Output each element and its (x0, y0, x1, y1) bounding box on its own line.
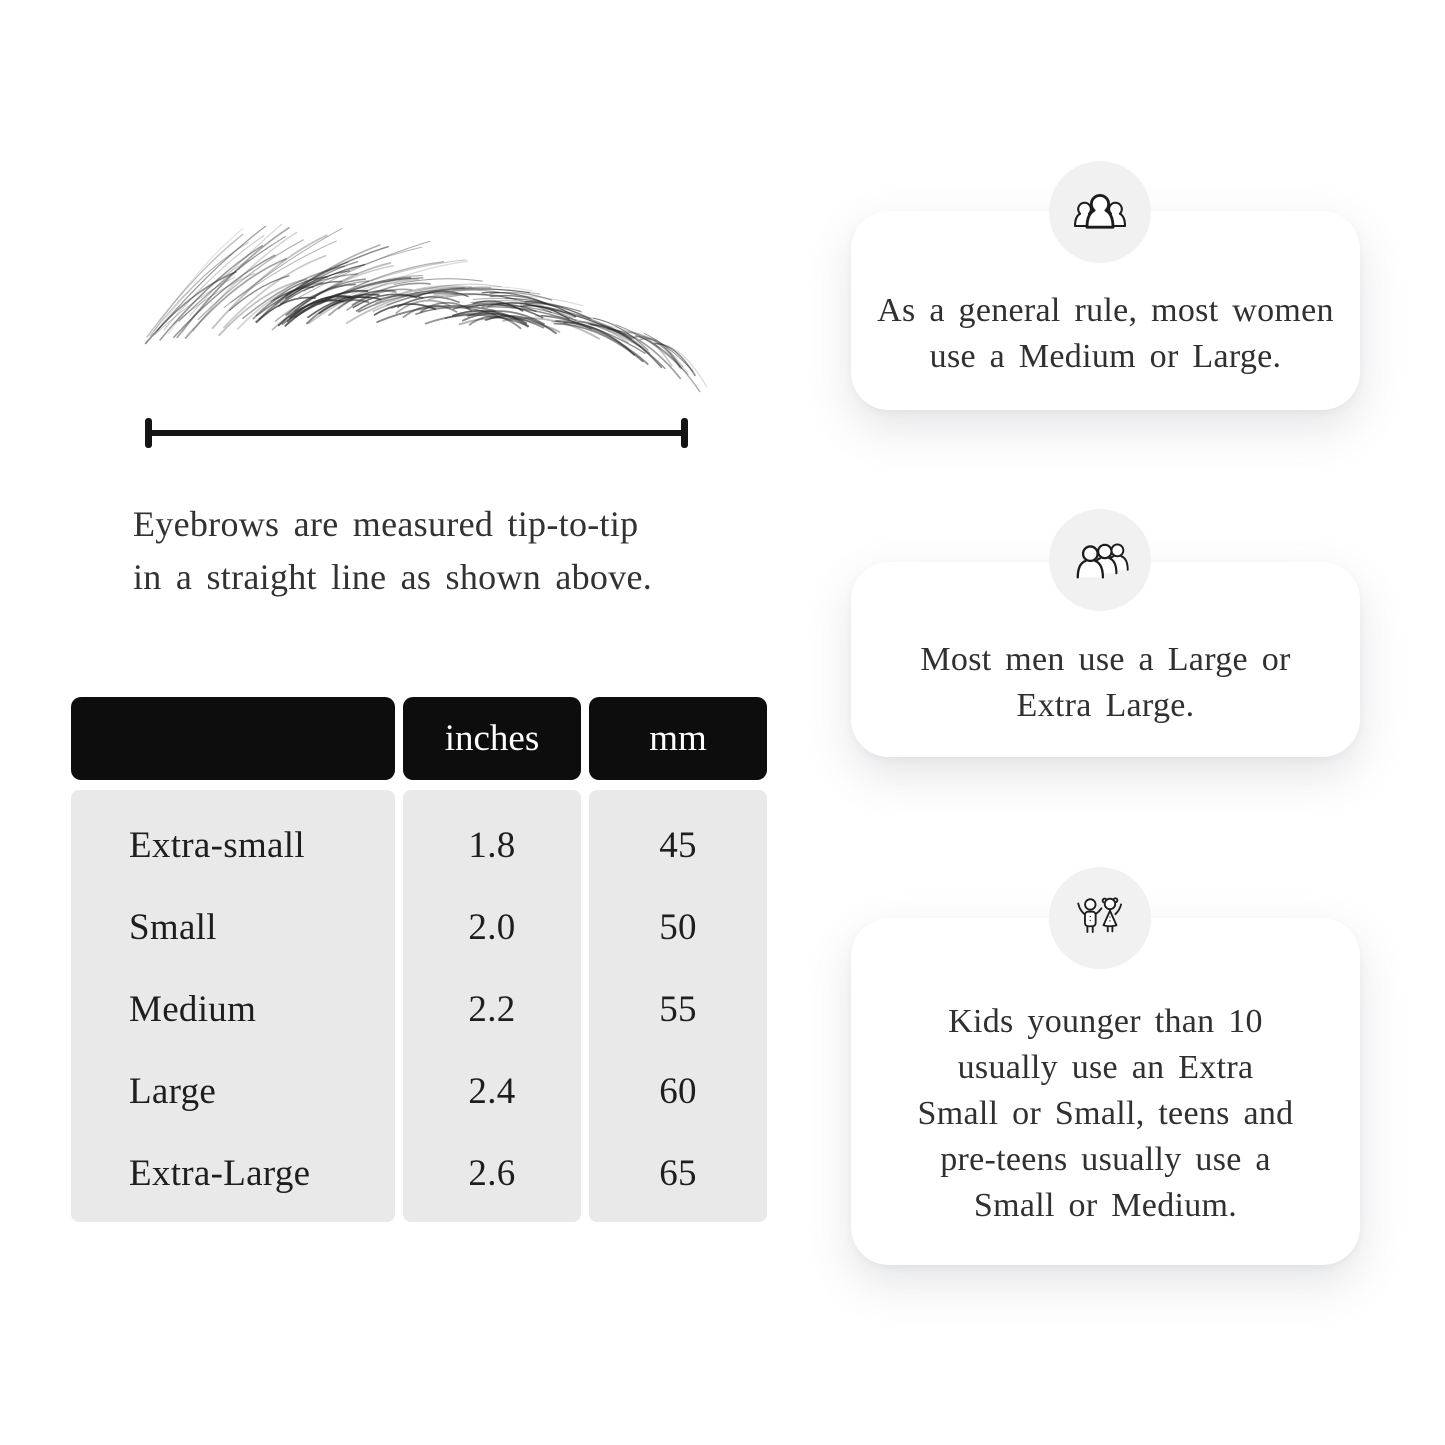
measurement-caption (133, 498, 652, 604)
size-label: Large (129, 1070, 217, 1112)
measurement-bar (152, 430, 681, 436)
inches-value: 2.2 (468, 988, 516, 1030)
card-text-line: As a general rule, most women (877, 291, 1334, 329)
eyebrow-sketch-svg (103, 224, 723, 439)
inches-value: 2.6 (468, 1152, 516, 1194)
eyebrow-illustration (103, 224, 723, 439)
size-table (71, 697, 771, 1222)
caption-line-1: Eyebrows are measured tip-to-tip (133, 504, 639, 544)
kids-icon (1049, 867, 1151, 969)
card-text-line: Most men use a Large or (920, 640, 1291, 678)
kids-info-card (851, 918, 1360, 1265)
card-text-line: Small or Small, teens and (917, 1094, 1294, 1132)
inches-column (403, 790, 581, 1222)
size-label-column (71, 790, 395, 1222)
men-group-icon (1049, 509, 1151, 611)
mm-column (589, 790, 767, 1222)
size-label: Small (129, 906, 217, 948)
header-cell-size (71, 697, 395, 780)
mm-value: 50 (659, 906, 697, 948)
inches-value: 1.8 (468, 824, 516, 866)
card-text-line: Kids younger than 10 (948, 1002, 1263, 1040)
card-text-line: usually use an Extra (957, 1048, 1254, 1086)
card-text-line: Small or Medium. (973, 1186, 1238, 1224)
mm-value: 65 (659, 1152, 697, 1194)
card-text-line: Extra Large. (1016, 686, 1195, 724)
inches-value: 2.4 (468, 1070, 516, 1112)
size-label: Medium (129, 988, 257, 1030)
measurement-endcap-right (681, 418, 688, 448)
header-cell-inches: inches (403, 697, 581, 780)
size-table-body (71, 790, 771, 1222)
measurement-endcap-left (145, 418, 152, 448)
size-label: Extra-Large (129, 1152, 311, 1194)
header-cell-mm: mm (589, 697, 767, 780)
women-group-icon (1049, 161, 1151, 263)
mm-value: 60 (659, 1070, 697, 1112)
measurement-line (145, 417, 688, 449)
size-table-header (71, 697, 771, 780)
size-label: Extra-small (129, 824, 305, 866)
mm-value: 45 (659, 824, 697, 866)
mm-value: 55 (659, 988, 697, 1030)
card-text-line: pre-teens usually use a (940, 1140, 1271, 1178)
card-text-line: use a Medium or Large. (929, 337, 1282, 375)
caption-line-2: in a straight line as shown above. (133, 557, 653, 597)
inches-value: 2.0 (468, 906, 516, 948)
